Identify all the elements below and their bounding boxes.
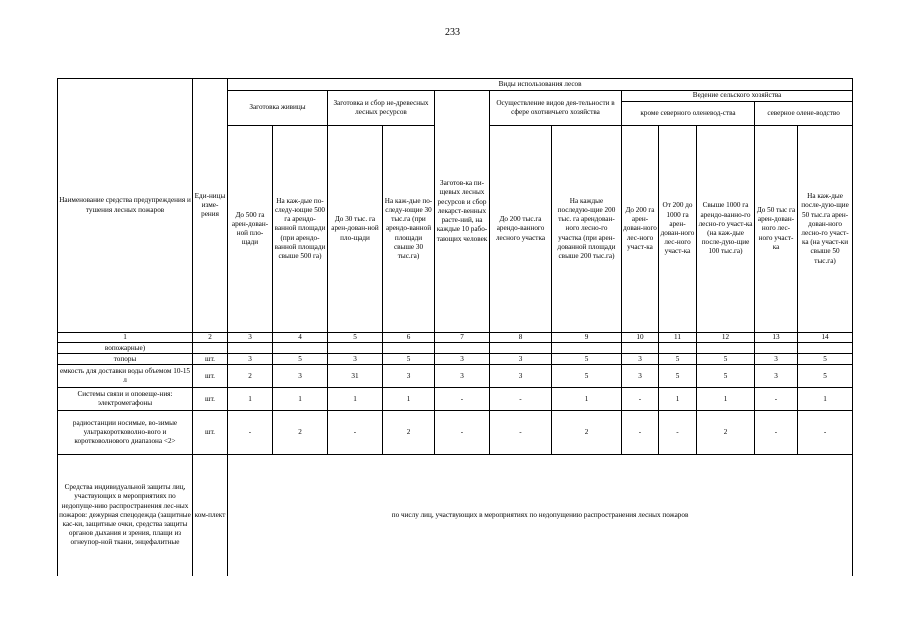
cell: 5 (659, 354, 697, 365)
cell: - (328, 411, 383, 455)
table-row (58, 365, 853, 388)
row-name: топоры (58, 354, 193, 365)
fire-equipment-table (57, 78, 853, 576)
cell: 1 (273, 388, 328, 411)
page-number: 233 (445, 27, 460, 38)
cell (697, 343, 755, 354)
row-name: радиостанции носимые, во-зимые ультракоротковолно-вого и коротковолнового диапазона <2> (58, 411, 193, 455)
header-col-11: От 200 до 1000 га арен-дован-ного лес-ного участ-ка (659, 126, 697, 333)
cell: 3 (328, 354, 383, 365)
row-unit: шт. (193, 411, 228, 455)
header-col-8: До 200 тыс.га арендо-ванного лесного участка (490, 126, 552, 333)
cell: 1 (383, 388, 435, 411)
cell: 3 (622, 354, 659, 365)
cell: 2 (273, 411, 328, 455)
header-col-9: На каждые последую-щие 200 тыс. га арендован-ного лесно-го участка (при арен-дованной площади свыше 200 тыс.га) (552, 126, 622, 333)
row-name: вопожарные) (58, 343, 193, 354)
cell (755, 343, 798, 354)
cell (552, 343, 622, 354)
header-col-13: До 50 тыс га арен-дован-ного лес-ного участ-ка (755, 126, 798, 333)
cell: 1 (328, 388, 383, 411)
cell: 2 (228, 365, 273, 388)
cell (659, 343, 697, 354)
cell: 1 (697, 388, 755, 411)
cell (622, 343, 659, 354)
cell: - (659, 411, 697, 455)
cell: 31 (328, 365, 383, 388)
cell (228, 343, 273, 354)
cell: - (622, 411, 659, 455)
cell: - (798, 411, 853, 455)
cell: - (490, 411, 552, 455)
col-number: 14 (798, 333, 853, 343)
cell: - (755, 411, 798, 455)
cell: 3 (490, 365, 552, 388)
row-unit: шт. (193, 388, 228, 411)
col-number: 11 (659, 333, 697, 343)
cell (798, 343, 853, 354)
cell: 1 (228, 388, 273, 411)
col-number: 7 (435, 333, 490, 343)
header-col-4: На каж-дые по-следу-ющие 500 га арендо-ванной площади (при арендо-ванной площади свыше 500 га) (273, 126, 328, 333)
cell: 3 (622, 365, 659, 388)
cell: - (228, 411, 273, 455)
header-col-14: На каж-дые после-дую-щие 50 тыс.га арен-дован-ного лесно-го участ-ка (на участ-ки свыше 50 тыс.га) (798, 126, 853, 333)
header-agri-north-except: кроме северного оленевод-ства (622, 102, 755, 126)
ppe-note: по числу лиц, участвующих в мероприятиях по недопущению распространения лесных пожаров (228, 455, 853, 576)
table-row (58, 343, 853, 354)
cell: 5 (273, 354, 328, 365)
cell (490, 343, 552, 354)
cell: 1 (659, 388, 697, 411)
row-name: емкость для доставки воды объемом 10-15 л (58, 365, 193, 388)
cell: 1 (798, 388, 853, 411)
cell: 3 (435, 365, 490, 388)
cell (435, 343, 490, 354)
col-number: 3 (228, 333, 273, 343)
cell: 3 (755, 365, 798, 388)
cell: 3 (228, 354, 273, 365)
col-number: 12 (697, 333, 755, 343)
header-forest-use: Виды использования лесов (228, 79, 853, 91)
header-name-col: Наименование средства предупреждения и тушения лесных пожаров (58, 79, 193, 333)
header-nonwood: Заготовка и сбор не-древесных лесных ресурсов (328, 91, 435, 126)
table-row (58, 354, 853, 365)
cell: 2 (383, 411, 435, 455)
table-row (58, 388, 853, 411)
cell: 5 (552, 365, 622, 388)
cell (328, 343, 383, 354)
header-agri: Ведение сельского хозяйства (622, 91, 853, 102)
col-number: 6 (383, 333, 435, 343)
col-number: 8 (490, 333, 552, 343)
cell: - (490, 388, 552, 411)
cell: 5 (697, 354, 755, 365)
row-unit (193, 343, 228, 354)
cell: 3 (755, 354, 798, 365)
cell (273, 343, 328, 354)
cell: 3 (383, 365, 435, 388)
row-unit: шт. (193, 354, 228, 365)
cell: - (622, 388, 659, 411)
cell: 5 (552, 354, 622, 365)
col-number: 10 (622, 333, 659, 343)
cell: 3 (435, 354, 490, 365)
cell: 5 (798, 354, 853, 365)
col-number: 5 (328, 333, 383, 343)
cell: 5 (383, 354, 435, 365)
cell: - (435, 388, 490, 411)
cell: 2 (552, 411, 622, 455)
header-hunting: Осуществление видов дея-тельности в сфере охотничьего хозяйства (490, 91, 622, 126)
cell: 5 (798, 365, 853, 388)
row-name: Системы связи и оповеще-ния: электромегафоны (58, 388, 193, 411)
cell: 5 (697, 365, 755, 388)
cell: 3 (490, 354, 552, 365)
header-unit-col: Еди-ницы изме-рения (193, 79, 228, 333)
header-col-10: До 200 га арен-дован-ного лес-ного участ-ка (622, 126, 659, 333)
cell (383, 343, 435, 354)
cell: 5 (659, 365, 697, 388)
cell: - (755, 388, 798, 411)
col-number: 2 (193, 333, 228, 343)
header-timber: Заготовка живицы (228, 91, 328, 126)
col-number: 4 (273, 333, 328, 343)
cell: - (435, 411, 490, 455)
header-col-3: До 500 га арен-дован-ной пло-щади (228, 126, 273, 333)
cell: 1 (552, 388, 622, 411)
header-food: Заготов-ка пи-щевых лесных ресурсов и сбор лекарст-венных расте-ний, на каждые 10 рабо-тающих человек (435, 91, 490, 333)
cell: 3 (273, 365, 328, 388)
col-number: 13 (755, 333, 798, 343)
table-row (58, 411, 853, 455)
cell: 2 (697, 411, 755, 455)
col-number: 1 (58, 333, 193, 343)
ppe-name: Средства индивидуальной защиты лиц, участвующих в мероприятиях по недопуще-нию распространения лес-ных пожаров: дежурная спецодежда (защитные кас-ки, защитные очки, средства защиты органов дыхания и зрения, плащи из огнеупор-ной ткани, энцефалитные (58, 455, 193, 576)
col-number: 9 (552, 333, 622, 343)
row-unit: шт. (193, 365, 228, 388)
header-col-6: На каж-дые по-следу-ющие 30 тыс.га (при арендо-ванной площади свыше 30 тыс.га) (383, 126, 435, 333)
header-agri-north: северное олене-водство (755, 102, 853, 126)
table-row-ppe (58, 455, 853, 576)
header-col-5: До 30 тыс. га арен-дован-ной пло-щади (328, 126, 383, 333)
header-col-12: Свыше 1000 га арендо-ванно-го лесно-го участ-ка (на каж-дые после-дую-щие 100 тыс.га) (697, 126, 755, 333)
ppe-unit: ком-плект (193, 455, 228, 576)
column-number-row (58, 333, 853, 343)
